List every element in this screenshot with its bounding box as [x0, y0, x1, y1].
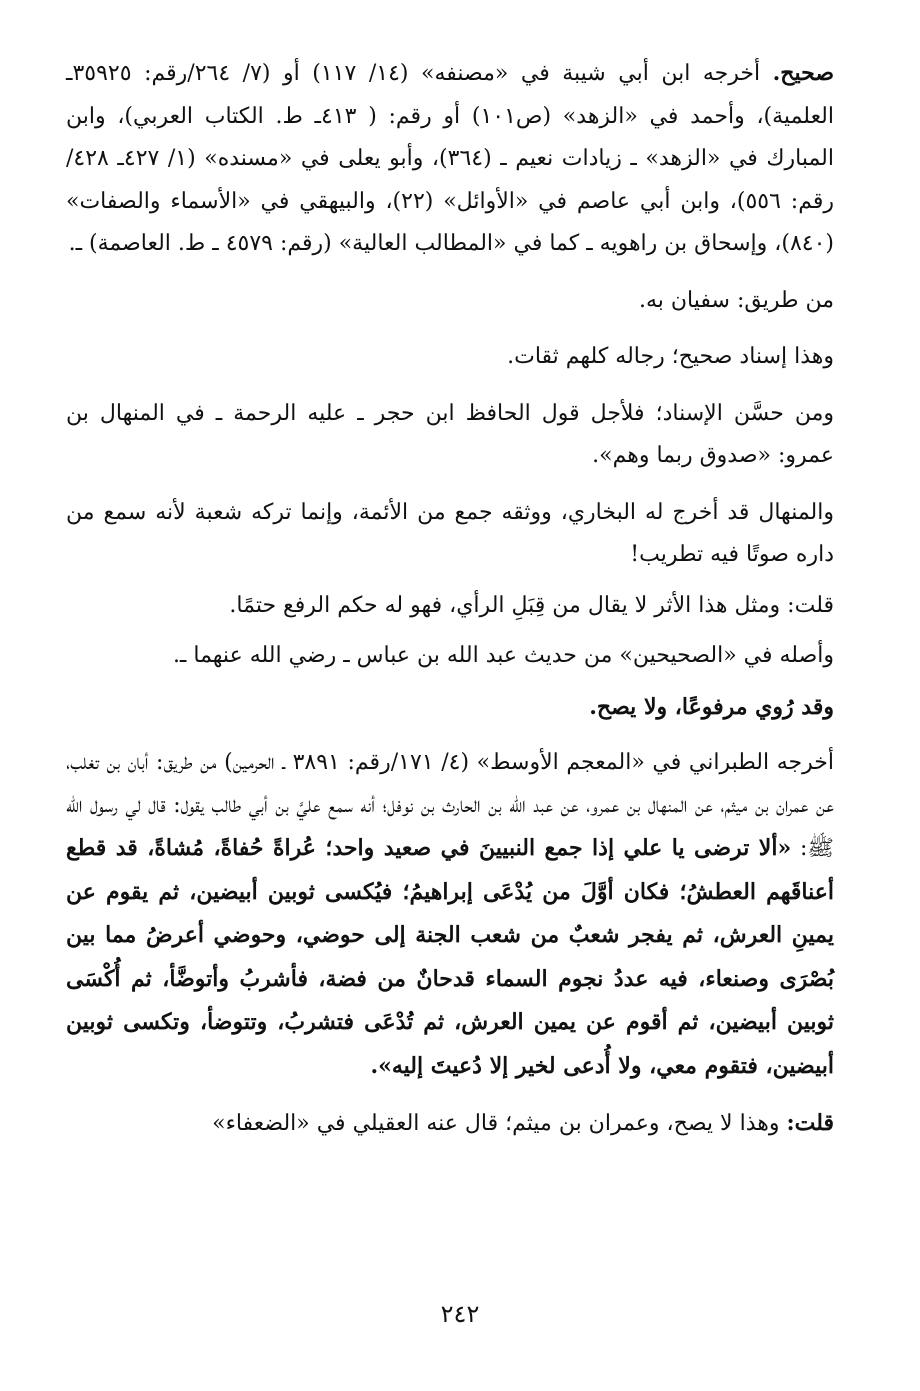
takhrij-text: أخرجه ابن أبي شيبة في «مصنفه» (١٤/ ١١٧) أو (٧/ ٢٦٤/رقم: ٣٥٩٢٥ـ العلمية)، وأحمد في «الزهد» (ص١٠١) أو رقم: ( ٤١٣ـ ط. الكتاب العربي)، وابن المبارك في «الزهد» ـ زيادات نعيم ـ (٣٦٤)، وأبو يعلى في «مسنده» (١/ ٤٢٧ـ ٤٢٨/رقم: ٥٥٦)، وابن أبي عاصم في «الأوائل» (٢٢)، والبيهقي في «الأسماء والصفات» (٨٤٠)، وإسحاق بن راهويه ـ كما في «المطالب العالية» (رقم: ٤٥٧٩ ـ ط. العاصمة) ـ.: [66, 61, 834, 256]
paragraph-isnad-path: من طريق: سفيان به.: [638, 287, 834, 313]
paragraph-isnad-grade: وهذا إسناد صحيح؛ رجاله كلهم ثقات.: [507, 344, 834, 369]
paragraph-tabarani: [66, 742, 834, 1088]
paragraph-sahihayn: وأصله في «الصحيحين» من حديث عبد الله بن عباس ـ رضي الله عنهما ـ.: [172, 643, 834, 668]
paragraph-marfu-hukm: قلت: ومثل هذا الأثر لا يقال من قِبَلِ الرأي، فهو له حكم الرفع حتمًا.: [229, 592, 834, 618]
tabarani-text: أخرجه الطبراني في «المعجم الأوسط» (٤/ ١٧١/رقم: ٣٨٩١ ـ الحرمين) من طريق: أبان بن تغلب، عن عمران بن ميثم، عن المنهال بن عمرو، عن عبد الله بن الحارث بن نوفل؛ أنه سمع عليَّ بن أبي طالب يقول: قال لي رسول الله ﷺ:: [66, 750, 834, 861]
hadith-text: «ألا ترضى يا علي إذا جمع النبيينَ في صعيد واحد؛ عُراةً حُفاةً، مُشاةً، قد قطع أعناقَهم العطشُ؛ فكان أوَّلَ من يُدْعَى إبراهيمُ؛ فيُكسى ثوبين أبيضين، ثم يقوم عن يمينِ العرش، ثم يفجر شعبٌ من شعب الجنة إلى حوضي، وحوضي أعرضُ مما بين بُصْرَى وصنعاء، فيه عددُ نجوم السماء قدحانٌ من فضة، فأشربُ وأتوضَّأ، ثم أُكْسَى ثوبين أبيضين، ثم أقوم عن يمين العرش، ثم تُدْعَى فتشربُ، وتتوضأ، وتكسى ثوبين أبيضين، فتقوم معي، ولا أُدعى لخير إلا دُعيتَ إليه».: [66, 835, 834, 1079]
paragraph-minhal: والمنهال قد أخرج له البخاري، ووثقه جمع من الأئمة، وإنما تركه شعبة لأنه سمع من داره صوتًا فيه تطريب!: [66, 499, 834, 567]
paragraph-takhrij: [66, 52, 834, 266]
paragraph-hasan-note: ومن حسَّن الإسناد؛ فلأجل قول الحافظ ابن حجر ـ عليه الرحمة ـ في المنهال بن عمرو: «صدوق ربما وهم».: [66, 400, 834, 468]
final-note-text: وهذا لا يصح، وعمران بن ميثم؛ قال عنه العقيلي في «الضعفاء»: [212, 1111, 787, 1136]
qultu-label: قلت:: [786, 1110, 834, 1136]
paragraph-marfu-heading: وقد رُوي مرفوعًا، ولا يصح.: [589, 693, 834, 720]
paragraph-final-note: [66, 1102, 834, 1146]
verdict-sahih: صحيح.: [772, 60, 835, 86]
page-number: ٢٤٢: [440, 1300, 480, 1328]
